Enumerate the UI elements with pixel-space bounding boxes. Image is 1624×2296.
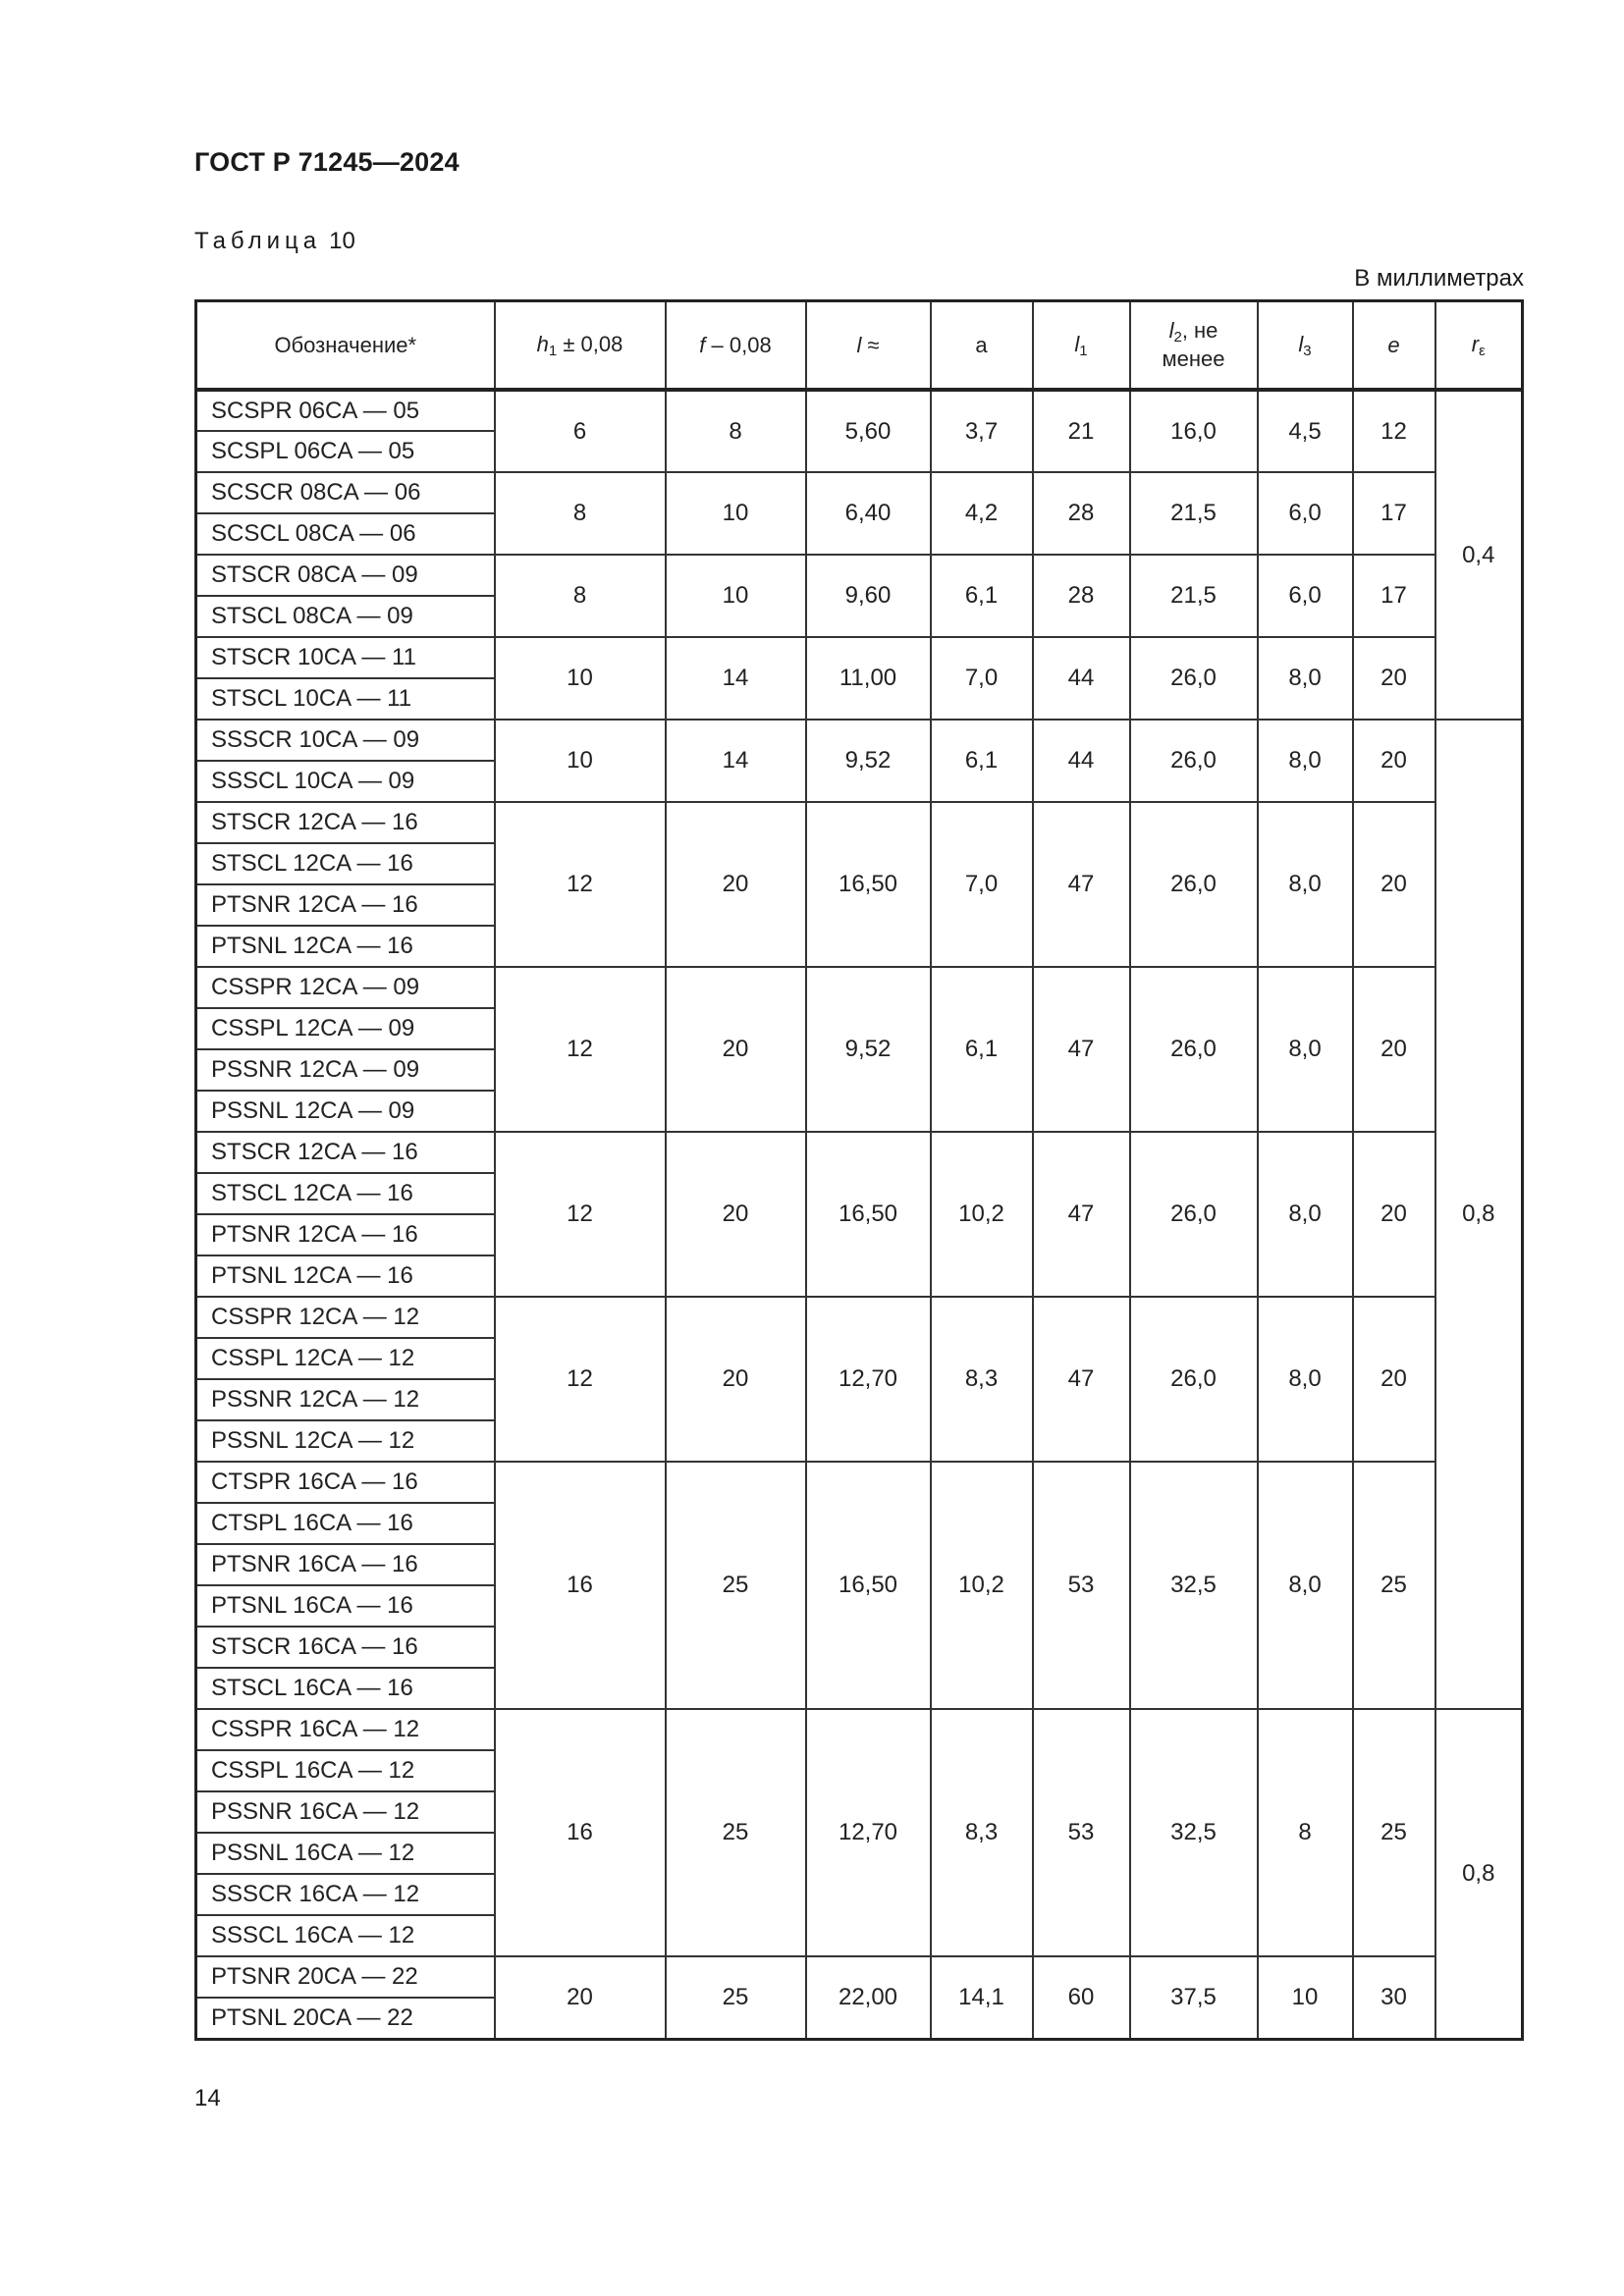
a-value-cell: 10,2 bbox=[931, 1462, 1033, 1709]
designation-cell: PTSNR 12CA — 16 bbox=[196, 884, 495, 926]
table-row bbox=[196, 720, 1523, 761]
designation-cell: STSCL 08CA — 09 bbox=[196, 596, 495, 637]
l1-value-cell: 47 bbox=[1033, 1132, 1130, 1297]
designation-cell: STSCR 16CA — 16 bbox=[196, 1627, 495, 1668]
table-row bbox=[196, 1956, 1523, 1998]
table-row bbox=[196, 1462, 1523, 1503]
table-number: 10 bbox=[329, 228, 355, 254]
table-row bbox=[196, 1132, 1523, 1173]
l3-value-cell: 10 bbox=[1258, 1956, 1353, 2039]
header-l3: $l_3$ bbox=[1258, 301, 1353, 391]
a-value-cell: 6,1 bbox=[931, 555, 1033, 637]
h1-value-cell: 10 bbox=[495, 720, 666, 802]
f-value-cell: 20 bbox=[666, 1297, 806, 1462]
header-l2: $l_2$, не менее bbox=[1130, 301, 1258, 391]
designation-cell: SCSPR 06CA — 05 bbox=[196, 390, 495, 431]
header-l: l ≈ bbox=[806, 301, 931, 391]
a-value-cell: 6,1 bbox=[931, 720, 1033, 802]
h1-value-cell: 8 bbox=[495, 472, 666, 555]
h1-value-cell: 12 bbox=[495, 967, 666, 1132]
l-value-cell: 6,40 bbox=[806, 472, 931, 555]
designation-cell: CSSPR 12CA — 12 bbox=[196, 1297, 495, 1338]
f-value-cell: 25 bbox=[666, 1709, 806, 1956]
h1-value-cell: 12 bbox=[495, 802, 666, 967]
l1-value-cell: 47 bbox=[1033, 802, 1130, 967]
table-header-row bbox=[196, 301, 1523, 391]
f-value-cell: 20 bbox=[666, 802, 806, 967]
e-value-cell: 30 bbox=[1353, 1956, 1435, 2039]
header-r-epsilon: $r_\varepsilon$ bbox=[1435, 301, 1523, 391]
l-value-cell: 9,52 bbox=[806, 967, 931, 1132]
table-row bbox=[196, 472, 1523, 513]
l3-value-cell: 8,0 bbox=[1258, 637, 1353, 720]
designation-cell: STSCL 12CA — 16 bbox=[196, 1173, 495, 1214]
f-value-cell: 25 bbox=[666, 1956, 806, 2039]
l2-value-cell: 21,5 bbox=[1130, 555, 1258, 637]
designation-cell: PTSNR 12CA — 16 bbox=[196, 1214, 495, 1255]
designation-cell: PTSNL 12CA — 16 bbox=[196, 926, 495, 967]
l2-value-cell: 21,5 bbox=[1130, 472, 1258, 555]
e-value-cell: 20 bbox=[1353, 1297, 1435, 1462]
f-value-cell: 10 bbox=[666, 555, 806, 637]
designation-cell: SSSCR 16CA — 12 bbox=[196, 1874, 495, 1915]
e-value-cell: 20 bbox=[1353, 720, 1435, 802]
e-value-cell: 17 bbox=[1353, 555, 1435, 637]
h1-value-cell: 12 bbox=[495, 1132, 666, 1297]
page-number: 14 bbox=[194, 2085, 221, 2111]
units-note: В миллиметрах bbox=[1354, 265, 1524, 292]
designation-cell: SSSCL 10CA — 09 bbox=[196, 761, 495, 802]
a-value-cell: 4,2 bbox=[931, 472, 1033, 555]
table-row bbox=[196, 555, 1523, 596]
designation-cell: PTSNR 20CA — 22 bbox=[196, 1956, 495, 1998]
e-value-cell: 20 bbox=[1353, 802, 1435, 967]
l3-value-cell: 6,0 bbox=[1258, 555, 1353, 637]
l2-value-cell: 26,0 bbox=[1130, 1132, 1258, 1297]
e-value-cell: 17 bbox=[1353, 472, 1435, 555]
a-value-cell: 8,3 bbox=[931, 1297, 1033, 1462]
l1-value-cell: 44 bbox=[1033, 720, 1130, 802]
document-standard-title: ГОСТ Р 71245—2024 bbox=[194, 147, 460, 177]
designation-cell: STSCL 16CA — 16 bbox=[196, 1668, 495, 1709]
designation-cell: SCSCR 08CA — 06 bbox=[196, 472, 495, 513]
l-value-cell: 12,70 bbox=[806, 1709, 931, 1956]
f-value-cell: 25 bbox=[666, 1462, 806, 1709]
l2-value-cell: 32,5 bbox=[1130, 1709, 1258, 1956]
h1-value-cell: 20 bbox=[495, 1956, 666, 2039]
designation-cell: STSCR 12CA — 16 bbox=[196, 1132, 495, 1173]
r-epsilon-value-cell: 0,8 bbox=[1435, 1709, 1523, 2039]
l3-value-cell: 8,0 bbox=[1258, 1132, 1353, 1297]
a-value-cell: 3,7 bbox=[931, 390, 1033, 472]
designation-cell: CSSPR 12CA — 09 bbox=[196, 967, 495, 1008]
l3-value-cell: 8,0 bbox=[1258, 720, 1353, 802]
designation-cell: SCSPL 06CA — 05 bbox=[196, 431, 495, 472]
r-epsilon-value-cell: 0,4 bbox=[1435, 390, 1523, 720]
l-value-cell: 9,60 bbox=[806, 555, 931, 637]
f-value-cell: 20 bbox=[666, 1132, 806, 1297]
table-row bbox=[196, 967, 1523, 1008]
designation-cell: PSSNR 12CA — 09 bbox=[196, 1049, 495, 1091]
table-row bbox=[196, 390, 1523, 431]
l3-value-cell: 8,0 bbox=[1258, 1462, 1353, 1709]
a-value-cell: 14,1 bbox=[931, 1956, 1033, 2039]
designation-cell: PTSNL 12CA — 16 bbox=[196, 1255, 495, 1297]
designation-cell: CSSPR 16CA — 12 bbox=[196, 1709, 495, 1750]
table-row bbox=[196, 1709, 1523, 1750]
table-body bbox=[196, 390, 1523, 2039]
f-value-cell: 8 bbox=[666, 390, 806, 472]
l2-value-cell: 32,5 bbox=[1130, 1462, 1258, 1709]
dimensions-table bbox=[194, 299, 1524, 2041]
designation-cell: STSCL 12CA — 16 bbox=[196, 843, 495, 884]
l-value-cell: 16,50 bbox=[806, 802, 931, 967]
header-a: a bbox=[931, 301, 1033, 391]
h1-value-cell: 16 bbox=[495, 1462, 666, 1709]
table-row bbox=[196, 802, 1523, 843]
table-row bbox=[196, 1297, 1523, 1338]
designation-cell: SSSCL 16CA — 12 bbox=[196, 1915, 495, 1956]
designation-cell: STSCL 10CA — 11 bbox=[196, 678, 495, 720]
designation-cell: CTSPL 16CA — 16 bbox=[196, 1503, 495, 1544]
l2-value-cell: 26,0 bbox=[1130, 802, 1258, 967]
l1-value-cell: 28 bbox=[1033, 555, 1130, 637]
e-value-cell: 20 bbox=[1353, 1132, 1435, 1297]
l1-value-cell: 53 bbox=[1033, 1709, 1130, 1956]
l1-value-cell: 21 bbox=[1033, 390, 1130, 472]
designation-cell: PTSNL 20CA — 22 bbox=[196, 1998, 495, 2039]
designation-cell: SSSCR 10CA — 09 bbox=[196, 720, 495, 761]
designation-cell: PSSNR 16CA — 12 bbox=[196, 1791, 495, 1833]
designation-cell: CSSPL 12CA — 12 bbox=[196, 1338, 495, 1379]
designation-cell: PSSNL 16CA — 12 bbox=[196, 1833, 495, 1874]
l-value-cell: 16,50 bbox=[806, 1462, 931, 1709]
l-value-cell: 11,00 bbox=[806, 637, 931, 720]
l3-value-cell: 8,0 bbox=[1258, 967, 1353, 1132]
designation-cell: STSCR 08CA — 09 bbox=[196, 555, 495, 596]
l2-value-cell: 26,0 bbox=[1130, 720, 1258, 802]
f-value-cell: 14 bbox=[666, 637, 806, 720]
l2-value-cell: 37,5 bbox=[1130, 1956, 1258, 2039]
e-value-cell: 25 bbox=[1353, 1709, 1435, 1956]
l1-value-cell: 28 bbox=[1033, 472, 1130, 555]
l3-value-cell: 6,0 bbox=[1258, 472, 1353, 555]
f-value-cell: 10 bbox=[666, 472, 806, 555]
designation-cell: STSCR 12CA — 16 bbox=[196, 802, 495, 843]
designation-cell: PTSNR 16CA — 16 bbox=[196, 1544, 495, 1585]
l-value-cell: 12,70 bbox=[806, 1297, 931, 1462]
designation-cell: PSSNL 12CA — 12 bbox=[196, 1420, 495, 1462]
designation-cell: CTSPR 16CA — 16 bbox=[196, 1462, 495, 1503]
table-caption bbox=[194, 228, 355, 255]
designation-cell: PSSNL 12CA — 09 bbox=[196, 1091, 495, 1132]
table-row bbox=[196, 637, 1523, 678]
header-l1: $l_1$ bbox=[1033, 301, 1130, 391]
h1-value-cell: 10 bbox=[495, 637, 666, 720]
designation-cell: SCSCL 08CA — 06 bbox=[196, 513, 495, 555]
a-value-cell: 6,1 bbox=[931, 967, 1033, 1132]
l-value-cell: 22,00 bbox=[806, 1956, 931, 2039]
h1-value-cell: 8 bbox=[495, 555, 666, 637]
table-label: Таблица bbox=[194, 228, 322, 254]
l-value-cell: 16,50 bbox=[806, 1132, 931, 1297]
r-epsilon-value-cell: 0,8 bbox=[1435, 720, 1523, 1709]
a-value-cell: 8,3 bbox=[931, 1709, 1033, 1956]
l1-value-cell: 53 bbox=[1033, 1462, 1130, 1709]
l-value-cell: 5,60 bbox=[806, 390, 931, 472]
l3-value-cell: 8 bbox=[1258, 1709, 1353, 1956]
e-value-cell: 20 bbox=[1353, 967, 1435, 1132]
l3-value-cell: 8,0 bbox=[1258, 1297, 1353, 1462]
l3-value-cell: 4,5 bbox=[1258, 390, 1353, 472]
a-value-cell: 7,0 bbox=[931, 637, 1033, 720]
header-designation: Обозначение* bbox=[196, 301, 495, 391]
l2-value-cell: 26,0 bbox=[1130, 967, 1258, 1132]
header-e: e bbox=[1353, 301, 1435, 391]
l1-value-cell: 47 bbox=[1033, 967, 1130, 1132]
e-value-cell: 12 bbox=[1353, 390, 1435, 472]
l2-value-cell: 16,0 bbox=[1130, 390, 1258, 472]
header-f: f – 0,08 bbox=[666, 301, 806, 391]
designation-cell: PSSNR 12CA — 12 bbox=[196, 1379, 495, 1420]
a-value-cell: 10,2 bbox=[931, 1132, 1033, 1297]
designation-cell: STSCR 10CA — 11 bbox=[196, 637, 495, 678]
e-value-cell: 25 bbox=[1353, 1462, 1435, 1709]
header-h1: $h_1 \pm 0,08$ bbox=[495, 301, 666, 391]
l-value-cell: 9,52 bbox=[806, 720, 931, 802]
f-value-cell: 20 bbox=[666, 967, 806, 1132]
h1-value-cell: 6 bbox=[495, 390, 666, 472]
l2-value-cell: 26,0 bbox=[1130, 637, 1258, 720]
l2-value-cell: 26,0 bbox=[1130, 1297, 1258, 1462]
e-value-cell: 20 bbox=[1353, 637, 1435, 720]
h1-value-cell: 16 bbox=[495, 1709, 666, 1956]
h1-value-cell: 12 bbox=[495, 1297, 666, 1462]
a-value-cell: 7,0 bbox=[931, 802, 1033, 967]
f-value-cell: 14 bbox=[666, 720, 806, 802]
l1-value-cell: 60 bbox=[1033, 1956, 1130, 2039]
l1-value-cell: 47 bbox=[1033, 1297, 1130, 1462]
designation-cell: CSSPL 16CA — 12 bbox=[196, 1750, 495, 1791]
l3-value-cell: 8,0 bbox=[1258, 802, 1353, 967]
designation-cell: CSSPL 12CA — 09 bbox=[196, 1008, 495, 1049]
l1-value-cell: 44 bbox=[1033, 637, 1130, 720]
designation-cell: PTSNL 16CA — 16 bbox=[196, 1585, 495, 1627]
